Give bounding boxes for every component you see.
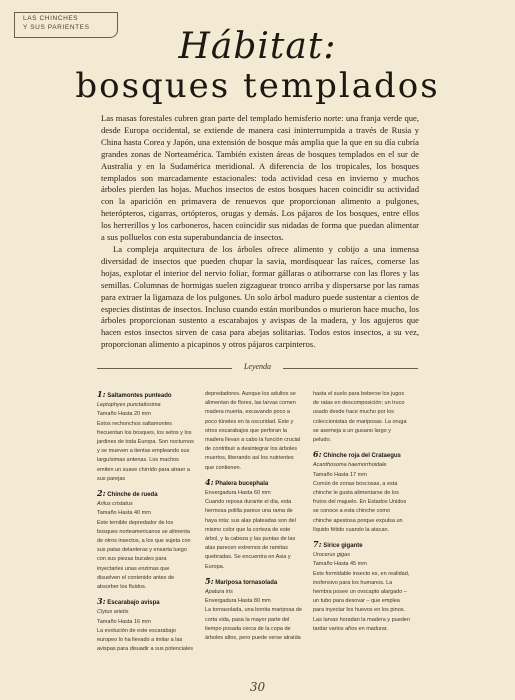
legend-entry-text: La tornasolada, una bonita mariposa de corta vida, pasa la mayor parte del tiempo posada cerca de la copa de árboles altos, pero puede verse atraída — [205, 607, 302, 642]
legend-entry-name: Chinche de rueda — [107, 492, 158, 499]
legend-entry-number: 6: — [313, 449, 322, 460]
legend-entry — [313, 390, 410, 445]
legend-entry-number: 4: — [205, 476, 214, 487]
legend-entry-size: Tamaño Hasta 45 mm — [313, 561, 367, 568]
legend-title: Leyenda — [243, 362, 272, 371]
legend-entry-latin: Arilus cristatus — [97, 501, 133, 508]
legend-entry-name: Chinche roja del Crataegus — [323, 453, 401, 460]
legend-entry-text: Común de zonas boscosas, a esta chinche le gusta alimentarse de los frutos del majuelo. En Estados Unidos se conoce a esta chinche como chinche apestosa porque expulsa un líquido fétido cuando la atacan. — [313, 480, 407, 533]
legend-divider-right — [283, 368, 418, 369]
legend-entry-text: Cuando reposa durante el día, esta hermosa polilla parece una rama de haya rota: sus alas plateadas son del mismo color que la corteza de este árbol, y la cabeza y las puntas de las alas parecen extremos de ramitas quebradas. Se encuentra en Asia y Europa. — [205, 499, 296, 570]
legend-entry-heading — [97, 489, 194, 500]
legend-entry-number: 7: — [313, 539, 322, 550]
legend-entry-name: Saltamontes punteado — [107, 393, 172, 399]
legend-column-2 — [205, 390, 302, 648]
legend-entry-size: Tamaño Hasta 17 mm — [313, 471, 367, 478]
legend-entry — [313, 450, 410, 535]
legend-entry — [205, 478, 302, 572]
legend-column-1 — [97, 390, 194, 659]
legend-entry-size: Envergadura Hasta 80 mm — [205, 598, 271, 605]
legend-entry-latin: Urocerus gigas — [313, 552, 350, 559]
legend-entry-text: Estos rechonchos saltamontes frecuentan los bosques, los setos y los jardines de toda Europa. Son nocturnos y se mueven a tientas empleando sus larguísimas antenas. Los machos emiten un suave chirrido para atraer a sus parejas — [97, 420, 194, 482]
body-paragraph-2: La compleja arquitectura de los árboles ofrece alimento y cobijo a una inmensa diversidad de insectos que pueden chupar la savia, mordisquear las raíces, comerse las hojas, explotar el interior del nervio foliar, formar gállaras o atiborrarse con las flores y las semillas. Columnas de hormigas suelen zigzaguear tronco arriba y dispersarse por las ramas para extraer la ligamaza de los pulgones. Un solo árbol maduro puede sustentar a cientos de especies distintas de insectos. Incluso cuando están moribundos o murieron hace mucho, los árboles proporcionan sustento a escarabajos y avispas de la madera, y los agujeros que hacen estos insectos sirven de casa para abejas solitarias. Todos estos insectos, a su vez, proporcionan alimento a picapinos y otros pájaros carpinteros. — [101, 243, 419, 350]
legend-entry-size: Envergadura Hasta 60 mm — [205, 490, 271, 497]
section-tag-line1: LAS CHINCHES — [23, 15, 79, 22]
legend-entry-number: 5: — [205, 575, 214, 586]
legend-entry-name: Mariposa tornasolada — [215, 579, 278, 586]
legend-entry-latin: Leptophyes punctatissima — [97, 402, 161, 409]
page-number: 30 — [249, 680, 266, 694]
legend-entry-text: Este formidable insecto es, en realidad, inofensivo para los humanos. La hembra posee un ovscapto alargado – un tubo para desovar – que emplea para inyectar los huevos en los pinos. Las larvas horadan la madera y pueden tardar varios años en madurar. — [313, 570, 410, 632]
legend-entry-size: Tamaño Hasta 16 mm — [97, 618, 151, 625]
legend-entry-latin: Acanthosoma haemorrhoidale — [313, 462, 387, 469]
legend-entry-heading — [205, 577, 302, 588]
legend-entry-text: depredadores. Aunque los adultos se alimentan de flores, las larvas comen madera muerta, excavando poco a poco túneles en la oscuridad. Este y otros escarabajos que perforan la madera llevan a cabo la función crucial de contribuir a desintegrar los árboles muertos, liberando así los nutrientes que contienen. — [205, 391, 301, 471]
legend-entry — [97, 390, 194, 484]
legend-entry-name: Sirice gigante — [323, 543, 363, 550]
page-title-line1: Hábitat: — [178, 26, 337, 67]
legend-entry-text: hasta el suelo para beberse los jugos de ratas en descomposición; un truco usado desde hace mucho por los coleccionistas de mariposas. La oruga se asemeja a un gusano largo y peludo. — [313, 391, 407, 444]
legend-entry-text: La evolución de este escarabajo europeo lo ha llevado a imitar a las avispas para disuadir a sus potenciales — [97, 627, 194, 653]
page-title-line2: bosques templados — [75, 66, 440, 106]
legend-entry — [205, 390, 302, 473]
legend-entry-size: Tamaño Hasta 40 mm — [97, 510, 151, 517]
section-tag-line2: Y SUS PARIENTES — [23, 23, 90, 31]
legend-entry-number: 3: — [97, 596, 106, 607]
body-paragraph-1: Las masas forestales cubren gran parte del templado hemisferio norte: una franja verde que, desde Europa occidental, se extiende de manera casi ininterrumpida a través de Rusia y China hasta Corea y Japón, una extensión de bosque más amplia que la que en su día cubría grandes zonas de Norteamérica. También existen áreas de bosques templados en el sur de Australia y en la Sudamérica meridional. A diferencia de los tropicales, los bosques templados son marcadamente estacionales: toda actividad cesa en invierno y muchos árboles pierden las hojas. Muchos insectos de estos bosques hacen coincidir su actividad con la aparición en primavera de renuevos que proporcionan alimento a pulgones, heterópteros, cigarras, ortópteros, orugas y demás. Los pájaros de los bosques, entre ellos los herrerillos y los carboneros, hacen coincidir sus nidadas de forma que puedan alimentar a sus polluelos con esta superabundancia de insectos. — [101, 113, 419, 243]
legend-entry-latin: Clytus arietis — [97, 609, 129, 616]
legend-entry-latin: Apatura iris — [205, 589, 233, 596]
legend-entry-number: 2: — [97, 488, 106, 499]
legend-entry — [97, 597, 194, 654]
legend-entry-name: Phalera bucephala — [215, 480, 269, 487]
legend-entry-heading — [97, 597, 194, 608]
legend-entry-heading — [313, 450, 410, 461]
legend-column-3 — [313, 390, 410, 639]
legend-entry-heading — [97, 390, 194, 401]
legend-entry — [313, 540, 410, 634]
legend-entry — [97, 489, 194, 592]
legend-entry-size: Tamaño Hasta 20 mm — [97, 411, 151, 418]
legend-entry-name: Escarabajo avispa — [107, 600, 160, 607]
legend-entry-number: 1: — [97, 389, 106, 399]
legend-entry — [205, 577, 302, 643]
legend-entry-text: Este temible depredador de los bosques norteamericanos se alimenta de otros insectos, a los que sujeta con sus patas delanteras y ensarta luego con sus piezas bucales para inyectarles unas enzimas que disuelven el contenido antes de absorber los fluidos. — [97, 519, 191, 591]
legend-entry-heading — [313, 540, 410, 551]
body-text — [101, 113, 419, 351]
legend-entry-heading — [205, 478, 302, 489]
